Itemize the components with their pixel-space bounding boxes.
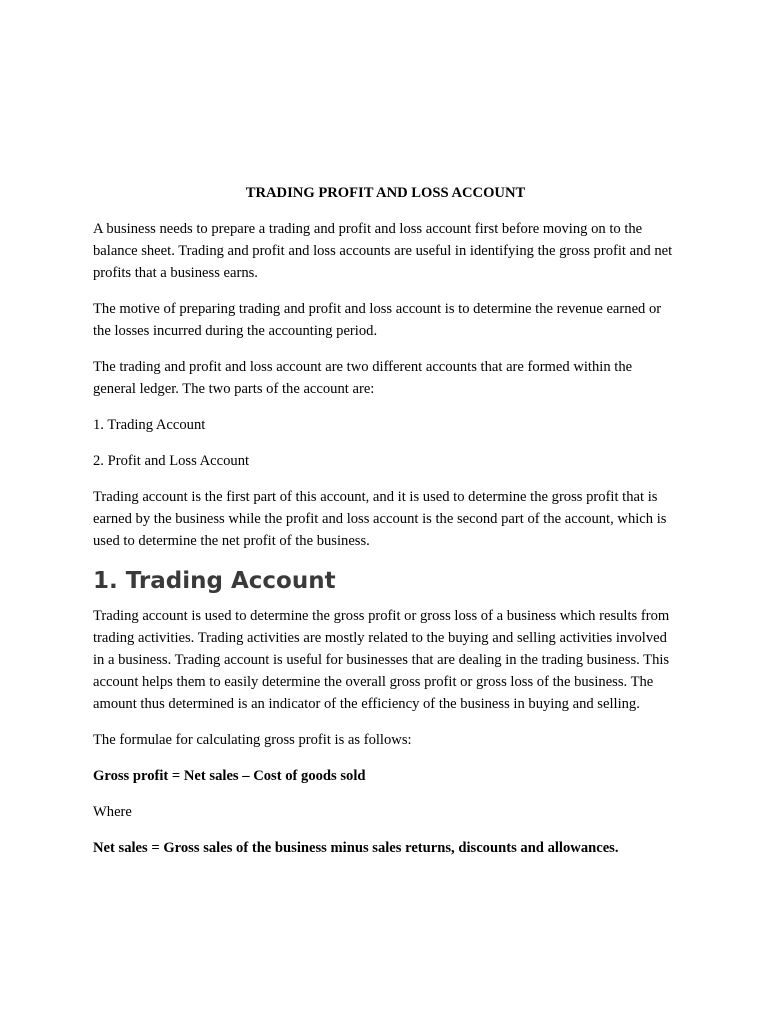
document-page <box>93 182 678 873</box>
document-title: TRADING PROFIT AND LOSS ACCOUNT <box>245 185 526 201</box>
parts-list-item: 2. Profit and Loss Account <box>93 453 250 469</box>
net-sales-formula: Net sales = Gross sales of the business minus sales returns, discounts and allowances. <box>93 840 619 856</box>
formula-intro: The formulae for calculating gross profit is as follows: <box>93 732 412 748</box>
where-label: Where <box>93 804 132 820</box>
intro-paragraph: The trading and profit and loss account are two different accounts that are formed within the general ledger. The two parts of the account are: <box>93 359 633 397</box>
intro-paragraph: The motive of preparing trading and profit and loss account is to determine the revenue earned or the losses incurred during the accounting period. <box>93 301 662 339</box>
gross-profit-formula: Gross profit = Net sales – Cost of goods sold <box>93 768 366 784</box>
parts-summary-paragraph: Trading account is the first part of this account, and it is used to determine the gross profit that is earned by the business while the profit and loss account is the second part of the account, which is used to determine the net profit of the business. <box>93 489 667 549</box>
intro-paragraph: A business needs to prepare a trading and profit and loss account first before moving on to the balance sheet. Trading and profit and loss accounts are useful in identifying the gross profit and net profits that a business earns. <box>93 221 673 281</box>
parts-list-item: 1. Trading Account <box>93 417 206 433</box>
section-body-paragraph: Trading account is used to determine the gross profit or gross loss of a business which results from trading activities. Trading activities are mostly related to the buying and selling activities involved in a business. Trading account is useful for businesses that are dealing in the trading business. This account helps them to easily determine the overall gross profit or gross loss of the business. The amount thus determined is an indicator of the efficiency of the business in buying and selling. <box>93 608 670 712</box>
section-heading-trading-account: 1. Trading Account <box>93 568 336 594</box>
